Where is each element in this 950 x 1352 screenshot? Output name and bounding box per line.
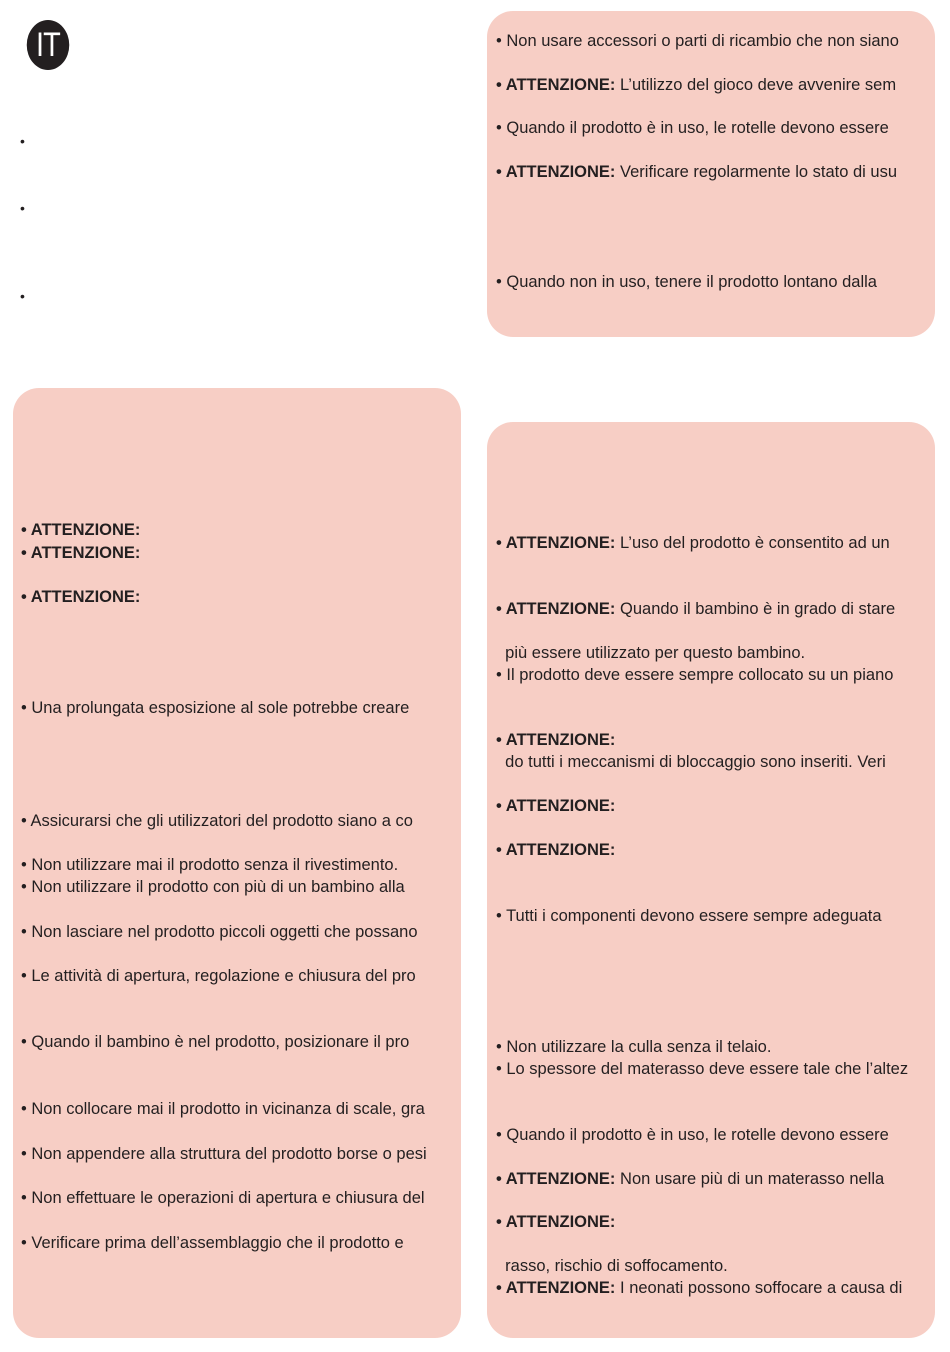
- warning-line: [496, 795, 927, 817]
- warning-text: L’utilizzo del gioco deve avvenire sem: [615, 76, 897, 94]
- warning-line: [496, 1058, 927, 1080]
- warning-line: [496, 1036, 927, 1058]
- warning-line: [496, 532, 927, 554]
- warning-text: I neonati possono soffocare a causa di: [615, 1279, 903, 1297]
- warning-text: • Quando non in uso, tenere il prodotto lontano dalla: [496, 273, 877, 291]
- warning-line: [21, 810, 453, 832]
- warning-text: Quando il bambino è in grado di stare: [615, 600, 896, 618]
- warning-line: [21, 1143, 453, 1165]
- warning-line: [496, 729, 927, 751]
- warning-line: [496, 751, 927, 773]
- warning-line: [496, 117, 927, 139]
- warning-line: [496, 664, 927, 686]
- warning-line: [496, 271, 927, 293]
- warning-text: • Le attività di apertura, regolazione e chiusura del pro: [21, 967, 416, 985]
- bullet-3: •: [20, 288, 25, 304]
- warning-text: • Non utilizzare la culla senza il telaio.: [496, 1038, 772, 1056]
- warning-line: [21, 1232, 453, 1254]
- warning-label: • ATTENZIONE:: [496, 1279, 616, 1297]
- warning-line: [21, 1098, 453, 1120]
- warning-text: più essere utilizzato per questo bambino.: [496, 644, 806, 662]
- warning-label: • ATTENZIONE:: [496, 163, 616, 181]
- top-right-warning-panel: [487, 11, 935, 337]
- bullet-2: •: [20, 200, 25, 216]
- warning-text: • Assicurarsi che gli utilizzatori del prodotto siano a co: [21, 812, 413, 830]
- warning-text: • Non usare accessori o parti di ricambio che non siano: [496, 32, 899, 50]
- warning-line: [496, 905, 927, 927]
- warning-text: • Quando il prodotto è in uso, le rotelle devono essere: [496, 1126, 889, 1144]
- warning-label: • ATTENZIONE:: [496, 534, 616, 552]
- warning-line: [496, 1255, 927, 1277]
- warning-text: • Il prodotto deve essere sempre collocato su un piano: [496, 666, 894, 684]
- warning-label: • ATTENZIONE:: [496, 1213, 616, 1231]
- warning-text: • Tutti i componenti devono essere sempre adeguata: [496, 907, 882, 925]
- warning-line: [496, 1168, 927, 1190]
- warning-text: L’uso del prodotto è consentito ad un: [615, 534, 890, 552]
- warning-label: • ATTENZIONE:: [496, 841, 616, 859]
- warning-text: do tutti i meccanismi di bloccaggio sono inseriti. Veri: [496, 753, 886, 771]
- warning-text: • Non lasciare nel prodotto piccoli oggetti che possano: [21, 923, 418, 941]
- warning-text: • Non appendere alla struttura del prodotto borse o pesi: [21, 1145, 427, 1163]
- warning-text: • Non utilizzare il prodotto con più di un bambino alla: [21, 878, 405, 896]
- left-warning-panel: [13, 388, 461, 1338]
- warning-label: • ATTENZIONE:: [496, 600, 616, 618]
- warning-text: • Non utilizzare mai il prodotto senza il rivestimento.: [21, 856, 399, 874]
- warning-label: • ATTENZIONE:: [21, 521, 141, 539]
- warning-line: [496, 161, 927, 183]
- warning-text: • Non collocare mai il prodotto in vicinanza di scale, gra: [21, 1100, 425, 1118]
- warning-label: • ATTENZIONE:: [496, 731, 616, 749]
- warning-line: [496, 1211, 927, 1233]
- warning-line: [21, 586, 453, 608]
- warning-line: [21, 876, 453, 898]
- warning-text: • Non effettuare le operazioni di apertura e chiusura del: [21, 1189, 425, 1207]
- warning-line: [496, 839, 927, 861]
- warning-line: [21, 854, 453, 876]
- warning-text: • Quando il prodotto è in uso, le rotelle devono essere: [496, 119, 889, 137]
- warning-line: [21, 697, 453, 719]
- warning-label: • ATTENZIONE:: [496, 76, 616, 94]
- warning-text: rasso, rischio di soffocamento.: [496, 1257, 728, 1275]
- warning-line: [21, 1031, 453, 1053]
- bullet-1: •: [20, 133, 25, 149]
- warning-line: [496, 1277, 927, 1299]
- bottom-right-warning-panel: [487, 422, 935, 1338]
- warning-label: • ATTENZIONE:: [21, 544, 141, 562]
- warning-text: • Quando il bambino è nel prodotto, posizionare il pro: [21, 1033, 410, 1051]
- warning-line: [21, 921, 453, 943]
- language-badge: IT: [27, 20, 70, 70]
- warning-label: • ATTENZIONE:: [496, 1170, 616, 1188]
- warning-line: [496, 30, 927, 52]
- warning-line: [496, 642, 927, 664]
- warning-line: [21, 519, 453, 541]
- warning-line: [496, 598, 927, 620]
- warning-text: • Una prolungata esposizione al sole potrebbe creare: [21, 699, 410, 717]
- warning-line: [21, 1187, 453, 1209]
- warning-label: • ATTENZIONE:: [21, 588, 141, 606]
- warning-text: Non usare più di un materasso nella: [615, 1170, 885, 1188]
- warning-text: • Verificare prima dell’assemblaggio che il prodotto e: [21, 1234, 404, 1252]
- warning-text: Verificare regolarmente lo stato di usu: [615, 163, 898, 181]
- warning-line: [21, 965, 453, 987]
- warning-text: • Lo spessore del materasso deve essere tale che l’altez: [496, 1060, 909, 1078]
- warning-line: [496, 1124, 927, 1146]
- warning-line: [496, 74, 927, 96]
- warning-label: • ATTENZIONE:: [496, 797, 616, 815]
- warning-line: [21, 542, 453, 564]
